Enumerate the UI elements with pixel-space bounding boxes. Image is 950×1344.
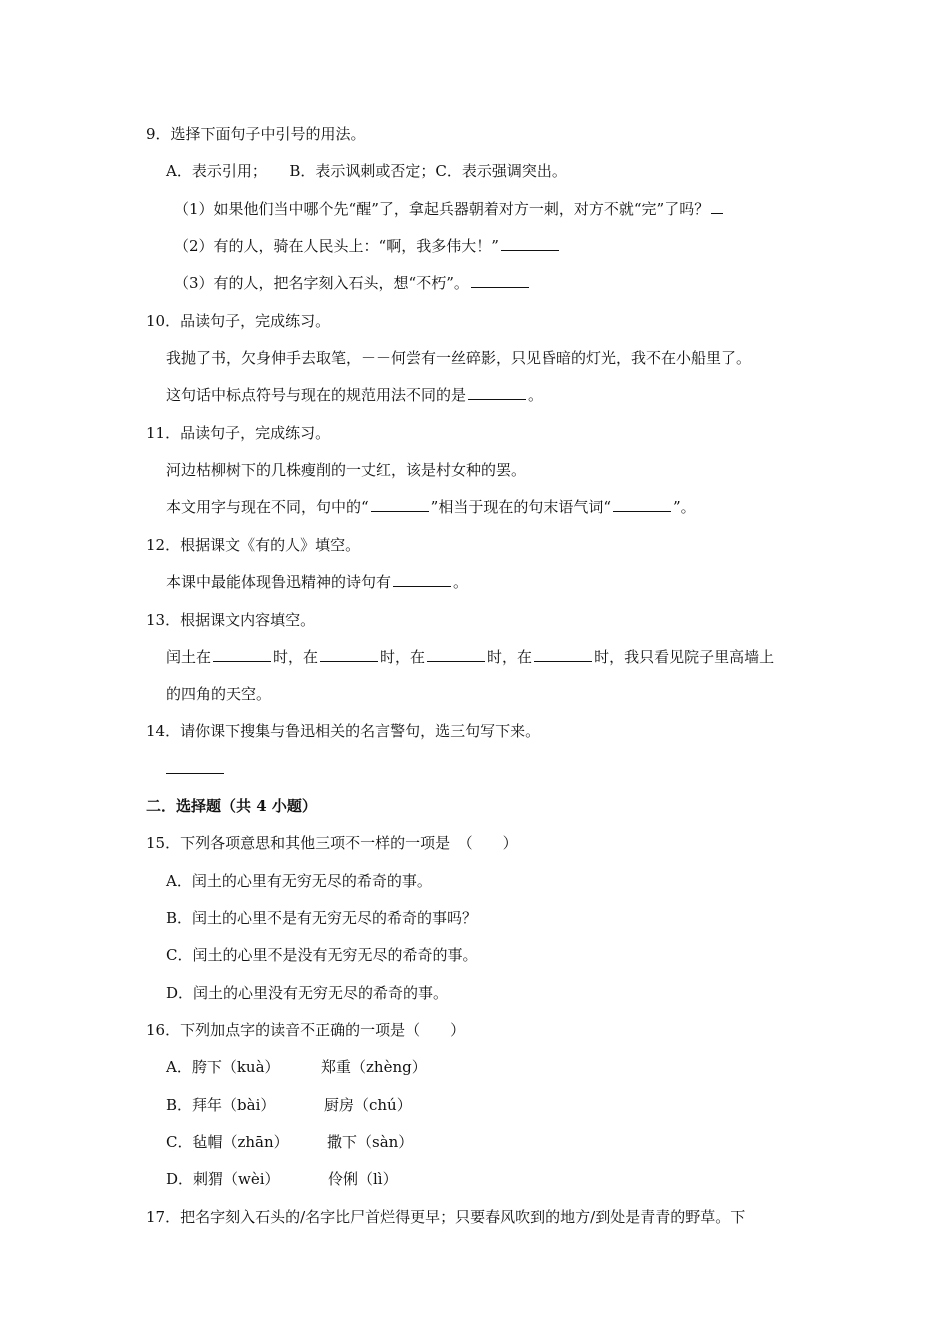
q15-option-a: A．闰土的心里有无穷无尽的希奇的事。: [166, 872, 432, 890]
q9-sentence-3: [174, 273, 531, 293]
q13-task-cont: 的四角的天空。: [166, 685, 272, 703]
q16-option-a-2: 郑重（zhèng）: [321, 1058, 427, 1076]
q16-option-b: [166, 1095, 412, 1115]
q16-option-a-1: A．胯下（kuà）: [166, 1058, 280, 1076]
q9-sentence-2: [174, 236, 561, 256]
q13-task: [166, 647, 774, 667]
q9-sentence-1-text: （1）如果他们当中哪个先“醒”了，拿起兵器朝着对方一刺，对方不就“完”了吗？: [174, 200, 710, 218]
q10-task-text: 这句话中标点符号与现在的规范用法不同的是: [166, 386, 467, 404]
q13-text-5: 时，我只看见院子里高墙上: [594, 648, 775, 666]
q13-answer-blank-2[interactable]: [320, 647, 378, 662]
q9-answer-blank-1[interactable]: [711, 199, 723, 214]
q12-answer-blank[interactable]: [393, 572, 451, 587]
q9-answer-blank-3[interactable]: [471, 273, 529, 288]
q12-task-text: 本课中最能体现鲁迅精神的诗句有: [166, 573, 392, 591]
q15-stem: 15．下列各项意思和其他三项不一样的一项是 （ ）: [146, 834, 518, 852]
q16-option-a: [166, 1057, 427, 1077]
q16-option-c-2: 撒下（sàn）: [327, 1133, 414, 1151]
q13-stem: 13．根据课文内容填空。: [146, 611, 316, 629]
q13-text-3: 时，在: [380, 648, 426, 666]
q16-option-b-1: B．拜年（bài）: [166, 1096, 276, 1114]
q17-stem: 17．把名字刻入石头的/名字比尸首烂得更早；只要春风吹到的地方/到处是青青的野草。下: [146, 1208, 746, 1226]
q9-options: A．表示引用； B．表示讽刺或否定；C．表示强调突出。: [166, 162, 567, 180]
q10-task: [166, 385, 543, 405]
q16-option-b-2: 厨房（chú）: [324, 1096, 412, 1114]
q12-task-end: 。: [453, 573, 469, 591]
q16-option-d-2: 伶俐（lì）: [328, 1170, 398, 1188]
q16-option-d-1: D．刺猬（wèi）: [166, 1170, 280, 1188]
q9-sentence-3-text: （3）有的人，把名字刻入石头，想“不朽”。: [174, 274, 469, 292]
q13-answer-blank-4[interactable]: [534, 647, 592, 662]
q11-task-text-c: ”。: [673, 498, 696, 516]
q9-sentence-1: [174, 199, 725, 219]
q9-sentence-2-text: （2）有的人，骑在人民头上：“啊，我多伟大！”: [174, 237, 499, 255]
q13-text-2: 时，在: [273, 648, 319, 666]
q13-answer-blank-1[interactable]: [213, 647, 271, 662]
section-2-title: 二．选择题（共 4 小题）: [146, 797, 317, 815]
q14-answer-line: [166, 759, 224, 779]
q10-answer-blank[interactable]: [468, 385, 526, 400]
q10-task-end: 。: [528, 386, 544, 404]
q11-answer-blank-2[interactable]: [613, 497, 671, 512]
q9-answer-blank-2[interactable]: [501, 236, 559, 251]
q15-option-c: C．闰土的心里不是没有无穷无尽的希奇的事。: [166, 946, 478, 964]
q16-option-d: [166, 1169, 398, 1189]
q15-option-b: B．闰土的心里不是有无穷无尽的希奇的事吗？: [166, 909, 478, 927]
q10-quote: 我抛了书，欠身伸手去取笔，－－何尝有一丝碎影，只见昏暗的灯光，我不在小船里了。: [166, 349, 752, 367]
q11-quote: 河边枯柳树下的几株瘦削的一丈红，该是村女种的罢。: [166, 461, 527, 479]
q11-task-text-a: 本文用字与现在不同，句中的“: [166, 498, 369, 516]
q13-answer-blank-3[interactable]: [427, 647, 485, 662]
q11-task-text-b: ”相当于现在的句末语气词“: [430, 498, 612, 516]
q13-text-4: 时，在: [487, 648, 533, 666]
q16-option-c-1: C．毡帽（zhān）: [166, 1133, 289, 1151]
q13-text-1: 闰土在: [166, 648, 212, 666]
q12-stem: 12．根据课文《有的人》填空。: [146, 536, 361, 554]
q16-stem: 16．下列加点字的读音不正确的一项是（ ）: [146, 1021, 466, 1039]
q14-answer-blank[interactable]: [166, 759, 224, 774]
q15-option-d: D．闰土的心里没有无穷无尽的希奇的事。: [166, 984, 449, 1002]
q9-stem: 9．选择下面句子中引号的用法。: [146, 125, 366, 143]
q16-option-c: [166, 1132, 413, 1152]
q12-task: [166, 572, 468, 592]
q11-task: [166, 497, 696, 517]
q11-answer-blank-1[interactable]: [371, 497, 429, 512]
q11-stem: 11．品读句子，完成练习。: [146, 424, 331, 442]
q14-stem: 14．请你课下搜集与鲁迅相关的名言警句，选三句写下来。: [146, 722, 541, 740]
q10-stem: 10．品读句子，完成练习。: [146, 312, 331, 330]
